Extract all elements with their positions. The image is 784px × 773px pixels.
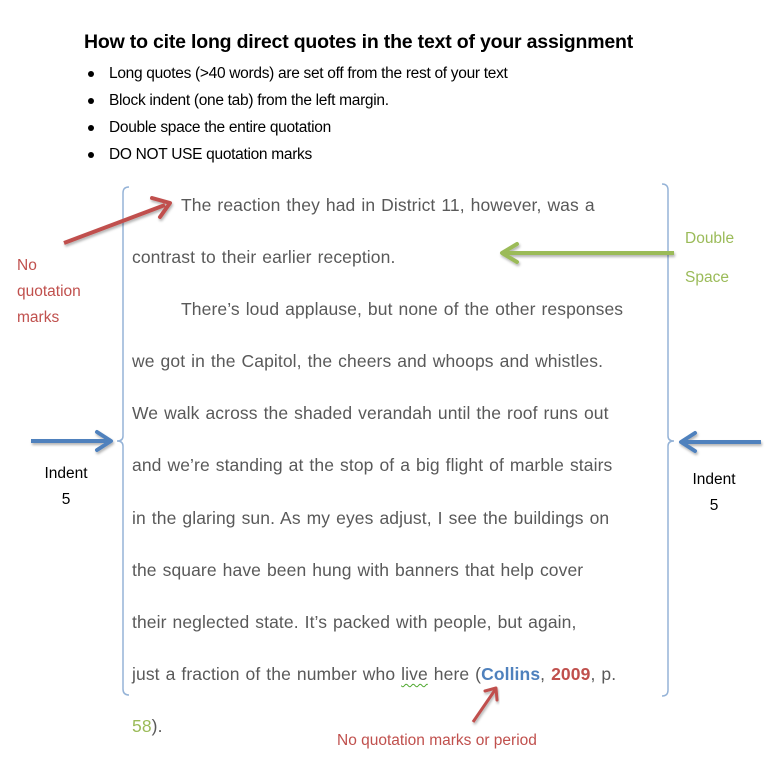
- annotation-no-quotation-marks-or-period: No quotation marks or period: [337, 732, 537, 749]
- bullet-item: DO NOT USE quotation marks: [84, 144, 508, 171]
- arrow-double-space-icon: [502, 244, 674, 262]
- right-bracket-icon: [662, 184, 674, 696]
- citation-page: 58: [132, 716, 152, 736]
- bullet-item: Block indent (one tab) from the left margin.: [84, 90, 508, 117]
- quote-line: the square have been hung with banners that help cover: [132, 560, 584, 580]
- page-title: How to cite long direct quotes in the text of your assignment: [84, 31, 634, 53]
- quote-line: in the glaring sun. As my eyes adjust, I see the buildings on: [132, 508, 610, 528]
- quote-line: contrast to their earlier reception.: [132, 247, 396, 267]
- annotation-indent-left: Indent 5: [44, 465, 88, 508]
- quote-line: their neglected state. It’s packed with people, but again,: [132, 612, 577, 632]
- bullet-item: Double space the entire quotation: [84, 117, 508, 144]
- annotation-no-quotation-marks: No quotation marks: [17, 257, 81, 326]
- quote-line: and we’re standing at the stop of a big flight of marble stairs: [132, 455, 613, 475]
- left-bracket-icon: [117, 187, 129, 695]
- quote-line: The reaction they had in District 11, however, was a: [181, 195, 595, 215]
- quote-line: we got in the Capitol, the cheers and whoops and whistles.: [132, 351, 604, 371]
- citation-author: Collins: [481, 664, 541, 684]
- bullet-item: Long quotes (>40 words) are set off from the rest of your text: [84, 63, 508, 90]
- quote-line: There’s loud applause, but none of the other responses: [181, 299, 624, 319]
- arrow-indent-left-icon: [31, 432, 111, 450]
- citation-line: just a fraction of the number who live here (Collins, 2009, p.: [132, 664, 617, 684]
- spellcheck-word: live: [401, 664, 428, 684]
- arrow-indent-right-icon: [681, 433, 761, 451]
- arrow-no-period-icon: [473, 688, 497, 722]
- arrow-no-quotes-icon: [64, 198, 170, 243]
- annotation-indent-right: Indent 5: [692, 471, 736, 514]
- quote-line: We walk across the shaded verandah until the roof runs out: [132, 403, 609, 423]
- citation-year: 2009: [551, 664, 591, 684]
- citation-line-end: 58).: [132, 716, 163, 736]
- annotation-double-space: Double Space: [685, 230, 735, 286]
